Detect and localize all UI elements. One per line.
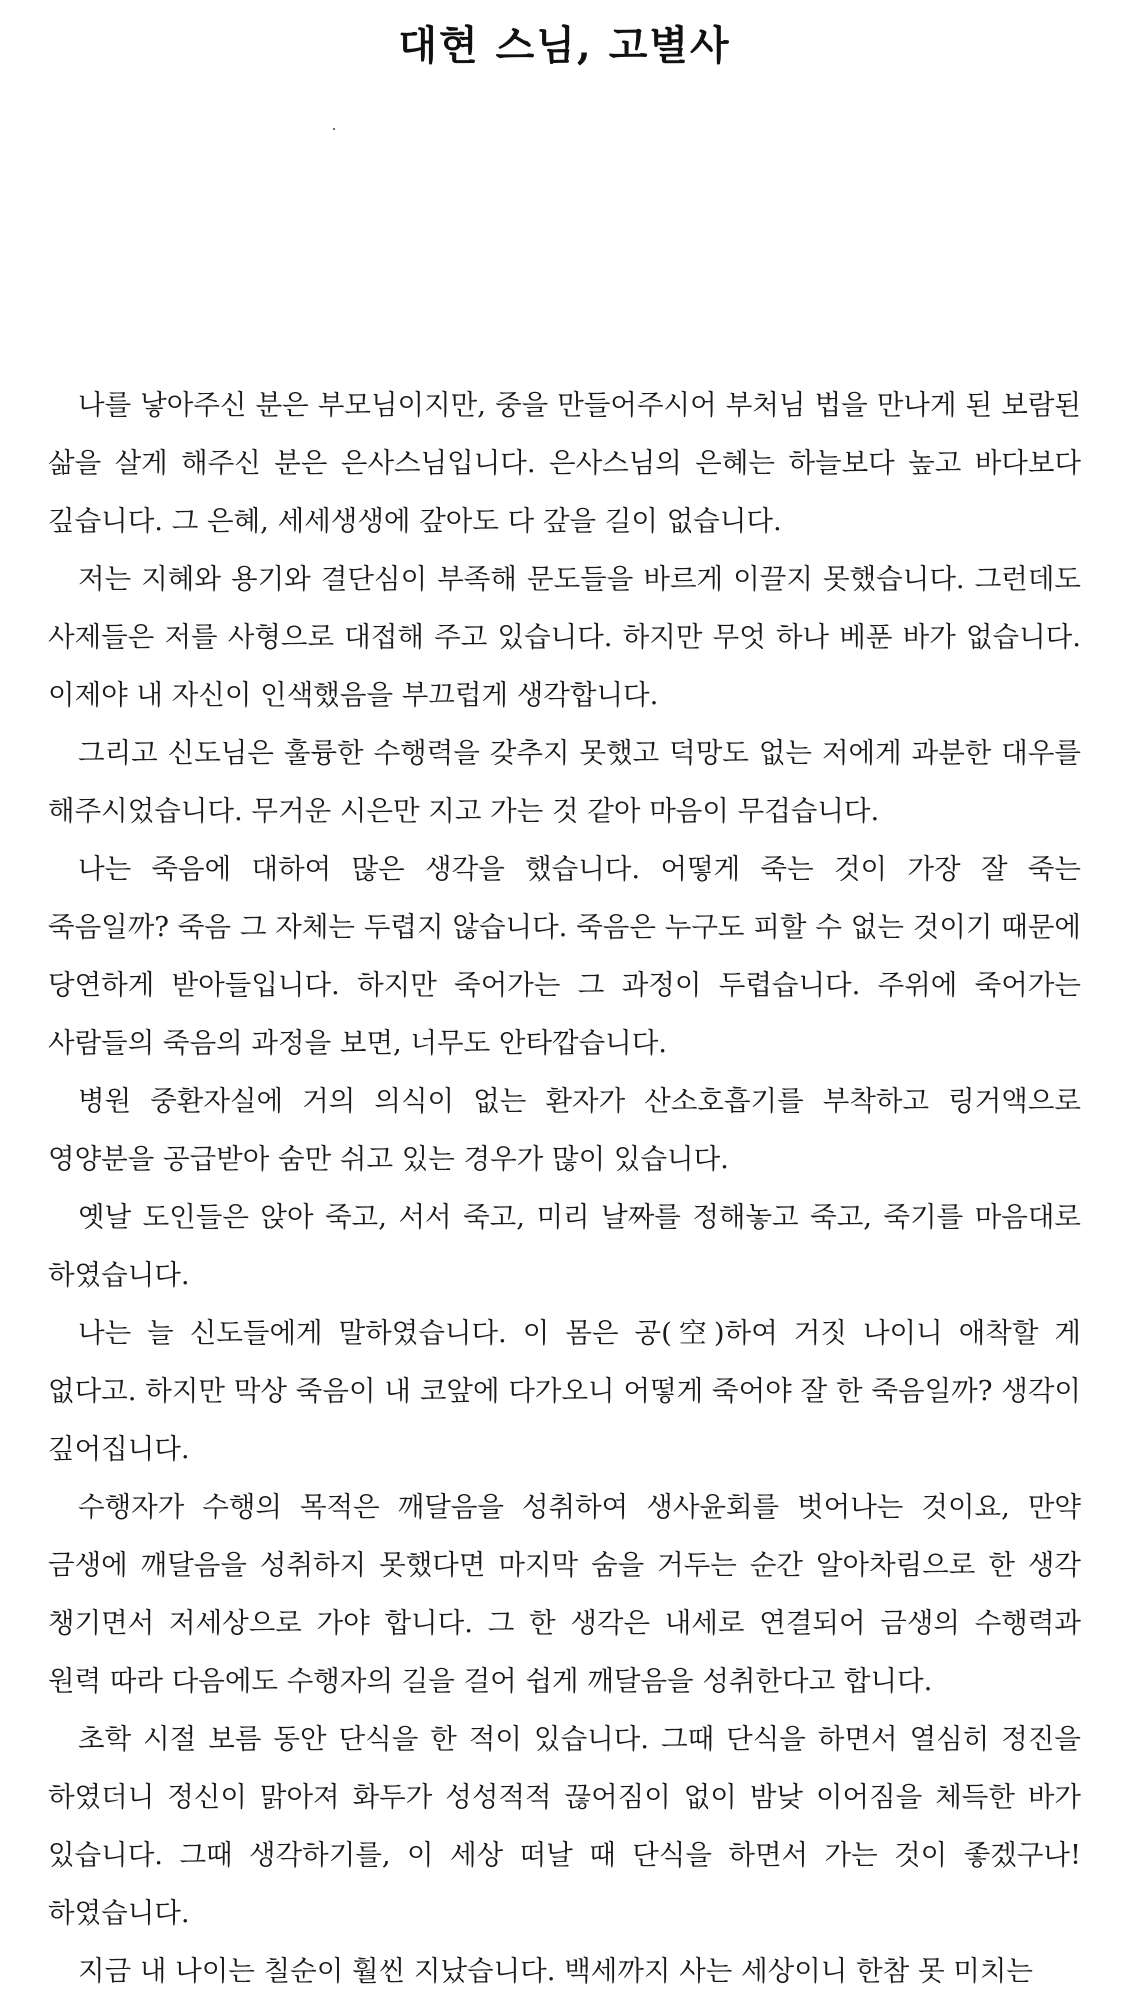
body-text — [48, 376, 1081, 2000]
paragraph: 지금 내 나이는 칠순이 훨씬 지났습니다. 백세까지 사는 세상이니 한참 못 미치는 — [78, 1955, 1033, 1987]
paragraph: 저는 지혜와 용기와 결단심이 부족해 문도들을 바르게 이끌지 못했습니다. 그런데도 사제들은 저를 사형으로 대접해 주고 있습니다. 하지만 무엇 하나 베푼 바가 없습니다. 이제야 내 자신이 인색했음을 부끄럽게 생각합니다. — [48, 563, 1081, 711]
paragraph: 초학 시절 보름 동안 단식을 한 적이 있습니다. 그때 단식을 하면서 열심히 정진을 하였더니 정신이 맑아져 화두가 성성적적 끊어짐이 없이 밤낮 이어짐을 체득한 바가 있습니다. 그때 생각하기를, 이 세상 떠날 때 단식을 하면서 가는 것이 좋겠구나! 하였습니다. — [48, 1723, 1081, 1929]
paragraph: 옛날 도인들은 앉아 죽고, 서서 죽고, 미리 날짜를 정해놓고 죽고, 죽기를 마음대로 하였습니다. — [48, 1201, 1081, 1291]
page-title: 대현 스님, 고별사 — [398, 22, 731, 69]
paragraph: 나를 낳아주신 분은 부모님이지만, 중을 만들어주시어 부처님 법을 만나게 된 보람된 삶을 살게 해주신 분은 은사스님입니다. 은사스님의 은혜는 하늘보다 높고 바다보다 깊습니다. 그 은혜, 세세생생에 갚아도 다 갚을 길이 없습니다. — [48, 389, 1081, 537]
paragraph: 수행자가 수행의 목적은 깨달음을 성취하여 생사윤회를 벗어나는 것이요, 만약 금생에 깨달음을 성취하지 못했다면 마지막 숨을 거두는 순간 알아차림으로 한 생각 챙기면서 저세상으로 가야 합니다. 그 한 생각은 내세로 연결되어 금생의 수행력과 원력 따라 다음에도 수행자의 길을 걸어 쉽게 깨달음을 성취한다고 합니다. — [48, 1491, 1081, 1697]
paragraph: 나는 늘 신도들에게 말하였습니다. 이 몸은 공(空)하여 거짓 나이니 애착할 게 없다고. 하지만 막상 죽음이 내 코앞에 다가오니 어떻게 죽어야 잘 한 죽음일까? 생각이 깊어집니다. — [48, 1317, 1081, 1465]
paragraph: 병원 중환자실에 거의 의식이 없는 환자가 산소호흡기를 부착하고 링거액으로 영양분을 공급받아 숨만 쉬고 있는 경우가 많이 있습니다. — [48, 1085, 1081, 1175]
paragraph: 그리고 신도님은 훌륭한 수행력을 갖추지 못했고 덕망도 없는 저에게 과분한 대우를 해주시었습니다. 무거운 시은만 지고 가는 것 같아 마음이 무겁습니다. — [48, 737, 1081, 827]
scan-speck — [333, 128, 335, 130]
paragraph: 나는 죽음에 대하여 많은 생각을 했습니다. 어떻게 죽는 것이 가장 잘 죽는 죽음일까? 죽음 그 자체는 두렵지 않습니다. 죽음은 누구도 피할 수 없는 것이기 때문에 당연하게 받아들입니다. 하지만 죽어가는 그 과정이 두렵습니다. 주위에 죽어가는 사람들의 죽음의 과정을 보면, 너무도 안타깝습니다. — [48, 853, 1081, 1059]
